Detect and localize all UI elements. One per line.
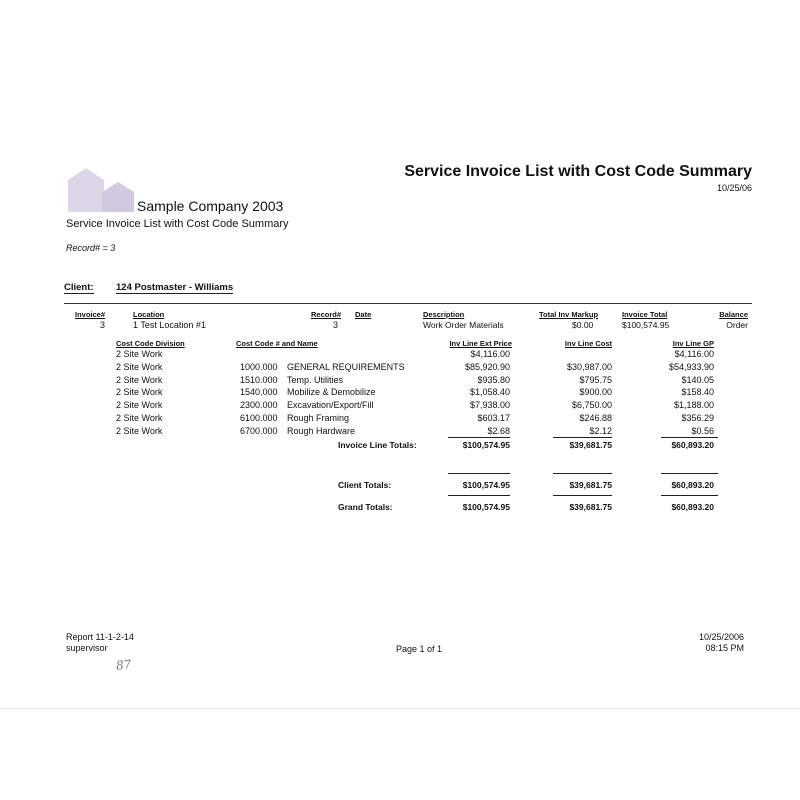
invoice-total: $100,574.95 (622, 320, 670, 330)
invoice-record: 3 (333, 320, 339, 330)
report-subtitle: Service Invoice List with Cost Code Summary (66, 218, 289, 230)
totals-label: Invoice Line Totals: (338, 440, 417, 450)
line-division: 2 Site Work (116, 349, 163, 359)
line-ext-price: $1,058.40 (469, 387, 510, 398)
line-cost: $246.88 (579, 413, 612, 423)
totals-gp: $60,893.20 (671, 440, 714, 450)
total-rule (448, 473, 510, 474)
line-gp: $54,933.90 (668, 361, 714, 372)
total-rule (661, 473, 718, 474)
line-cost: $30,987.00 (566, 361, 612, 372)
totals-gp: $60,893.20 (671, 502, 714, 512)
line-division: 2 Site Work (116, 387, 163, 398)
line-cost: $900.00 (579, 387, 612, 398)
totals-ext-price: $100,574.95 (462, 502, 510, 512)
line-division: 2 Site Work (116, 400, 163, 411)
line-cost: $795.75 (579, 374, 612, 385)
line-gp: $1,188.00 (673, 400, 714, 411)
handwritten-note: 87 (115, 657, 132, 673)
totals-gp: $60,893.20 (671, 480, 714, 490)
totals-cost: $39,681.75 (569, 440, 612, 450)
col-markup-header: Total Inv Markup (539, 310, 599, 319)
col-location-header: Location (133, 310, 165, 319)
totals-ext-price: $100,574.95 (462, 440, 510, 450)
report-title: Service Invoice List with Cost Code Summary (404, 163, 752, 180)
footer-page: Page 1 of 1 (396, 644, 443, 654)
line-name: Rough Hardware (287, 425, 356, 436)
col-date-header: Date (355, 310, 372, 319)
client-value: 124 Postmaster - Williams (116, 282, 234, 293)
line-gp: $0.56 (691, 425, 714, 436)
line-ext-price: $603.17 (477, 413, 510, 423)
line-division: 2 Site Work (116, 413, 163, 423)
totals-label: Client Totals: (338, 480, 392, 490)
line-ext-price: $2.68 (487, 425, 510, 436)
line-extprice-header: Inv Line Ext Price (449, 339, 512, 348)
footer-user: supervisor (66, 643, 108, 653)
company-name: Sample Company 2003 (137, 198, 284, 214)
line-cost: $2.12 (589, 425, 612, 436)
line-gp-header: Inv Line GP (672, 339, 714, 348)
line-gp: $4,116.00 (674, 349, 714, 359)
line-name: Rough Framing (287, 413, 350, 423)
total-rule (661, 495, 718, 496)
line-code: 1510.000 (240, 374, 278, 385)
client-label: Client: (64, 282, 94, 293)
line-cost: $6,750.00 (571, 400, 612, 411)
line-cost-header: Inv Line Cost (564, 339, 612, 348)
line-gp: $356.29 (681, 413, 714, 423)
line-code: 6100.000 (240, 413, 278, 423)
line-code-header: Cost Code # and Name (236, 339, 318, 348)
line-ext-price: $85,920.90 (464, 361, 510, 372)
line-code: 6700.000 (240, 425, 278, 436)
total-rule (448, 437, 510, 438)
line-ext-price: $7,938.00 (469, 400, 510, 411)
section-divider (64, 303, 752, 304)
invoice-number: 3 (100, 320, 106, 330)
footer-report-id: Report 11-1-2-14 (66, 632, 134, 642)
totals-cost: $39,681.75 (569, 480, 612, 490)
invoice-location: 1 Test Location #1 (133, 320, 206, 330)
col-balance-header: Balance (719, 310, 748, 319)
line-code: 1000.000 (240, 361, 278, 372)
total-rule (448, 495, 510, 496)
page-edge (0, 708, 800, 709)
company-logo (66, 166, 138, 214)
col-total-header: Invoice Total (622, 310, 668, 319)
line-code: 2300.000 (240, 400, 278, 411)
footer-date: 10/25/2006 (698, 632, 744, 642)
line-code: 1540.000 (240, 387, 278, 398)
line-division: 2 Site Work (116, 361, 163, 372)
totals-label: Grand Totals: (338, 502, 393, 512)
totals-ext-price: $100,574.95 (462, 480, 510, 490)
totals-cost: $39,681.75 (569, 502, 612, 512)
invoice-balance: Order (726, 320, 748, 330)
line-gp: $158.40 (681, 387, 714, 398)
line-division-header: Cost Code Division (116, 339, 185, 348)
col-invoice-header: Invoice# (75, 310, 106, 319)
col-description-header: Description (423, 310, 465, 319)
total-rule (553, 473, 612, 474)
line-gp: $140.05 (681, 374, 714, 385)
line-name: Mobilize & Demobilize (287, 387, 376, 398)
total-rule (661, 437, 718, 438)
total-rule (553, 437, 612, 438)
line-ext-price: $4,116.00 (470, 349, 510, 359)
invoice-markup: $0.00 (572, 320, 594, 330)
line-division: 2 Site Work (116, 425, 163, 436)
line-division: 2 Site Work (116, 374, 163, 385)
col-record-header: Record# (311, 310, 342, 319)
report-date: 10/25/06 (716, 183, 752, 193)
line-name: Temp. Utilities (287, 374, 344, 385)
record-filter: Record# = 3 (66, 243, 116, 253)
invoice-description: Work Order Materials (423, 320, 504, 330)
footer-time: 08:15 PM (705, 643, 744, 653)
line-name: GENERAL REQUIREMENTS (287, 361, 405, 372)
line-name: Excavation/Export/Fill (287, 400, 374, 411)
total-rule (553, 495, 612, 496)
line-ext-price: $935.80 (477, 374, 510, 385)
